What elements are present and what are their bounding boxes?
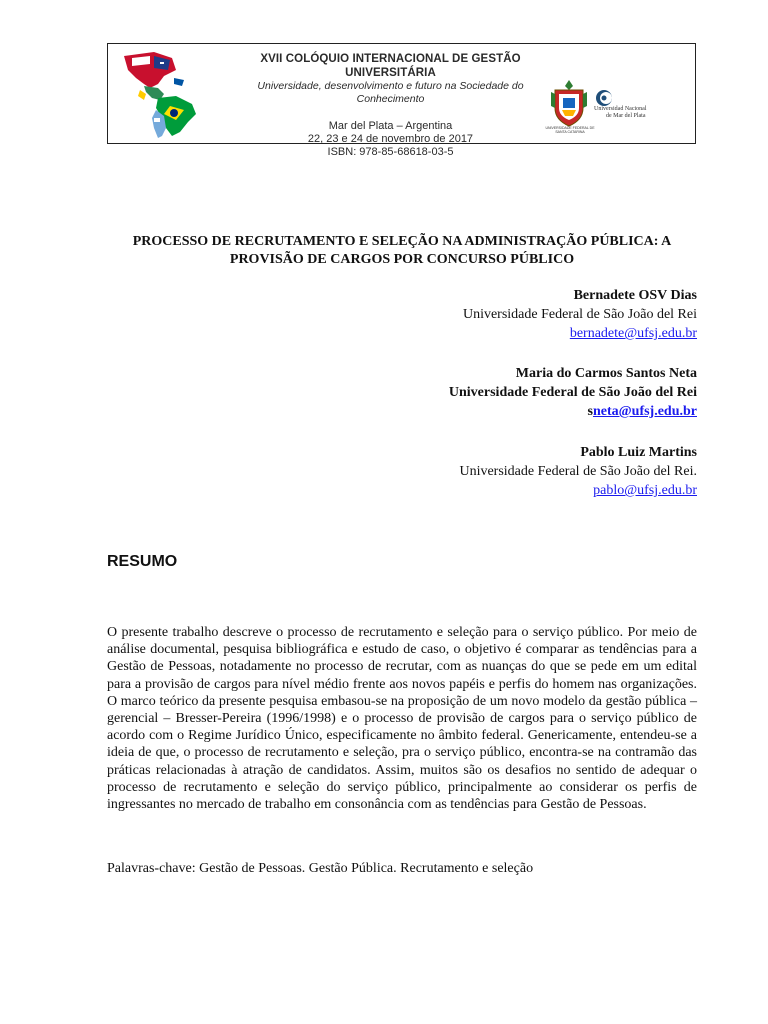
conference-isbn: ISBN: 978-85-68618-03-5: [327, 146, 454, 158]
author-block: [197, 286, 697, 343]
ufsc-label: UNIVERSIDADE FEDERAL DE SANTA CATARINA: [545, 126, 595, 134]
author-block: [197, 443, 697, 500]
keywords-line: Palavras-chave: Gestão de Pessoas. Gestão Pública. Recrutamento e seleção: [107, 861, 534, 876]
author-email-link[interactable]: pablo@ufsj.edu.br: [593, 483, 697, 498]
author-name: Bernadete OSV Dias: [573, 288, 697, 303]
author-email-link[interactable]: neta@ufsj.edu.br: [592, 404, 697, 419]
paper-title: PROCESSO DE RECRUTAMENTO E SELEÇÃO NA ADMINISTRAÇÃO PÚBLICA: A PROVISÃO DE CARGOS POR CONCURSO PÚBLICO: [132, 234, 672, 267]
author-email-link[interactable]: bernadete@ufsj.edu.br: [569, 326, 697, 341]
conference-dates: 22, 23 e 24 de novembro de 2017: [307, 133, 474, 145]
americas-map-flags-icon: [114, 48, 226, 140]
conference-place: Mar del Plata – Argentina: [328, 120, 453, 132]
conference-banner: [107, 43, 696, 158]
conference-subtitle: Universidade, desenvolvimento e futuro na Sociedade do Conhecimento: [257, 80, 524, 105]
section-heading-resumo: RESUMO: [107, 553, 178, 570]
unmdp-label: Universidad Nacional de Mar del Plata: [594, 106, 647, 119]
banner-text: [228, 52, 553, 159]
author-email-prefix: s: [587, 404, 593, 419]
author-name: Pablo Luiz Martins: [580, 445, 697, 460]
author-block: [197, 364, 697, 421]
author-name: Maria do Carmos Santos Neta: [515, 366, 697, 381]
conference-title: XVII COLÓQUIO INTERNACIONAL DE GESTÃO UNIVERSITÁRIA: [260, 53, 521, 79]
author-affiliation: Universidade Federal de São João del Rei: [462, 307, 697, 322]
unmdp-logo-icon: [595, 89, 613, 107]
author-affiliation: Universidade Federal de São João del Rei: [448, 385, 697, 400]
abstract-paragraph: O presente trabalho descreve o processo de recrutamento e seleção para o serviço público. Por meio de análise documental, pesquisa bibliográfica e estudo de caso, o objetivo é comparar as tendências para a Gestão de Pessoas, notadamente no processo de recrutar, com as nuanças do que se pede em um edital para a provisão de cargos para nível médio frente aos novos papéis e perfis do homem nas organizações. O marco teórico da presente pesquisa embasou-se na proposição de um novo modelo da gestão pública – gerencial – Bresser-Pereira (1996/1998) e o processo de provisão de cargos para o serviço público de acordo com o Regime Jurídico Único, especificamente no âmbito federal. Genericamente, entendeu-se a ideia de que, o processo de recrutamento e seleção, pra o serviço público, encontra-se na contramão das práticas relacionadas à atração de candidatos. Assim, muitos são os desafios no sentido de adequar o processo de recrutamento e seleção do serviço público, principalmente ao considerar os perfis de ingressantes no mercado de trabalho em consonância com as tendências para Gestão de Pessoas.: [107, 625, 697, 813]
ufsc-crest-icon: [549, 78, 589, 128]
author-affiliation: Universidade Federal de São João del Rei.: [459, 464, 697, 479]
